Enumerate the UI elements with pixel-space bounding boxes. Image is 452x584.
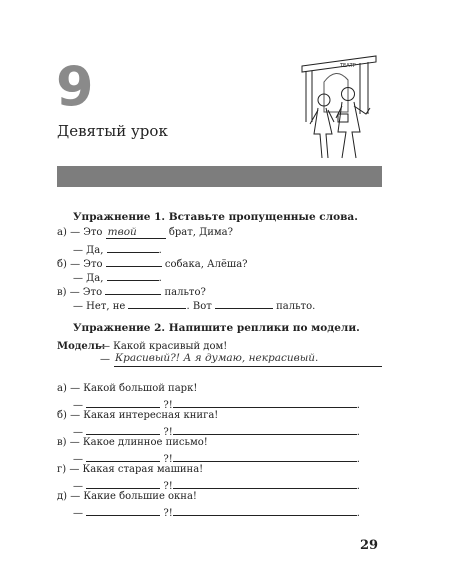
blank[interactable] xyxy=(105,284,161,295)
ex1-item-b-question: б) — Это собака, Алёша? xyxy=(57,256,248,271)
blank[interactable] xyxy=(128,298,186,309)
blank[interactable] xyxy=(86,451,160,462)
blank[interactable] xyxy=(86,424,160,435)
model-handwritten-answer: Красивый?! А я думаю, некрасивый. xyxy=(115,352,319,364)
blank[interactable] xyxy=(86,478,160,489)
blank[interactable] xyxy=(173,424,357,435)
page-number: 29 xyxy=(360,538,379,553)
ex2-item-d-prompt: г) — Какая старая машина! xyxy=(57,464,204,475)
ex2-item-c-prompt: в) — Какое длинное письмо! xyxy=(57,437,208,448)
blank[interactable] xyxy=(107,270,159,281)
blank[interactable] xyxy=(215,298,273,309)
ex2-item-c-answer: — ?! . xyxy=(73,451,360,466)
ex2-item-e-answer: — ?! . xyxy=(73,505,360,520)
ex2-item-d-answer: — ?! . xyxy=(73,478,360,493)
ex1-item-c-answer: — Нет, не . Вот пальто. xyxy=(73,298,315,313)
exercise2-heading: Упражнение 2. Напишите реплики по модели. xyxy=(73,322,360,334)
ex1-item-a-question: а) — Это твой брат, Дима? xyxy=(57,226,233,238)
blank[interactable] xyxy=(173,397,357,408)
ex2-item-b-answer: — ?! . xyxy=(73,424,360,439)
model-answer-dash: — xyxy=(100,354,110,365)
two-men-talking-illustration xyxy=(296,52,382,162)
blank[interactable] xyxy=(173,478,357,489)
model-prompt: — Какой красивый дом! xyxy=(100,341,228,352)
model-label: Модель: xyxy=(57,341,106,352)
ex1-item-c-question: в) — Это пальто? xyxy=(57,284,206,299)
ex2-item-a-prompt: а) — Какой большой парк! xyxy=(57,383,198,394)
exercise1-heading: Упражнение 1. Вставьте пропущенные слова. xyxy=(73,211,358,223)
ex1-item-b-answer: — Да, . xyxy=(73,270,162,285)
theater-sign-text: ТЕАТР xyxy=(340,63,356,69)
ex1-a-handwritten-answer: твой xyxy=(106,227,166,239)
blank[interactable] xyxy=(106,256,162,267)
lesson-title: Девятый урок xyxy=(57,122,168,140)
ex2-item-b-prompt: б) — Какая интересная книга! xyxy=(57,410,219,421)
ex1-item-a-answer: — Да, . xyxy=(73,242,162,257)
lesson-number: 9 xyxy=(56,55,94,118)
blank[interactable] xyxy=(173,451,357,462)
model-answer-rule xyxy=(114,366,382,367)
blank[interactable] xyxy=(86,397,160,408)
ex2-item-a-answer: — ?! . xyxy=(73,397,360,412)
blank[interactable] xyxy=(173,505,357,516)
header-band xyxy=(57,166,382,187)
blank[interactable] xyxy=(107,242,159,253)
blank[interactable] xyxy=(86,505,160,516)
ex2-item-e-prompt: д) — Какие большие окна! xyxy=(57,491,197,502)
